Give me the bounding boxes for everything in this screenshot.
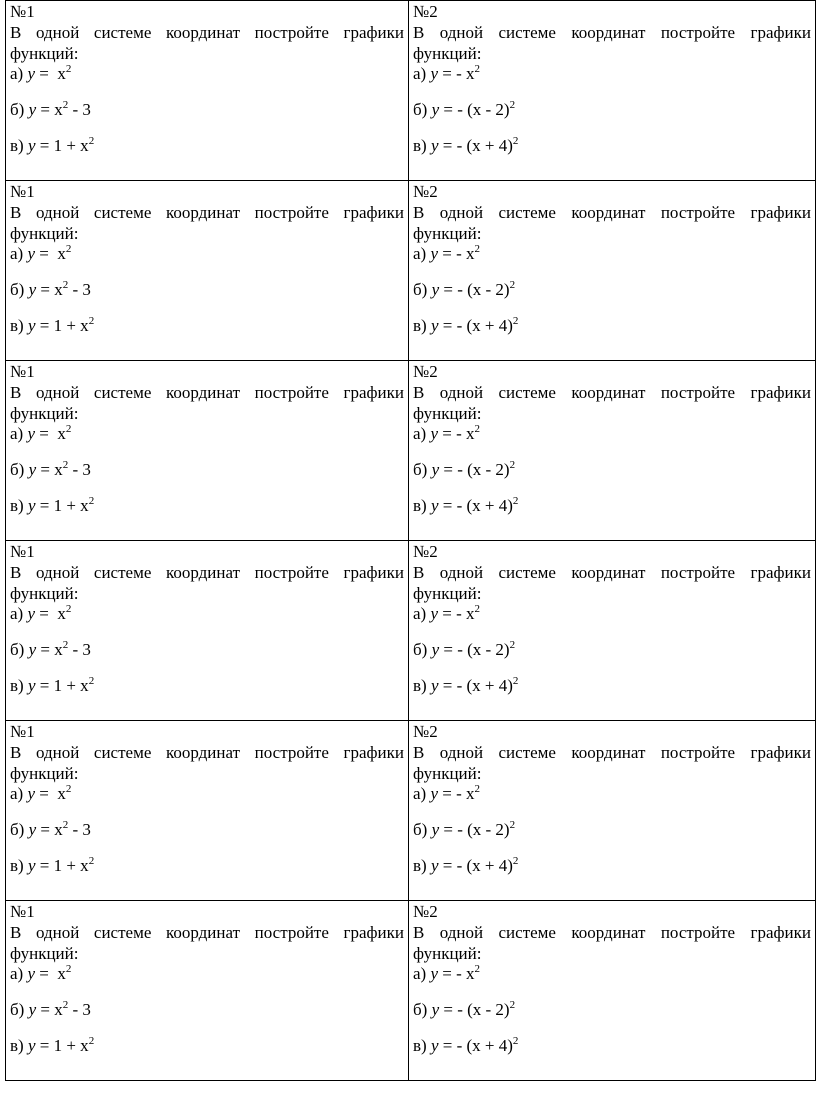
task-number: №1 bbox=[10, 2, 35, 21]
task2-cell bbox=[409, 901, 816, 1081]
item-exponent: 2 bbox=[509, 639, 516, 651]
task-number: №2 bbox=[413, 2, 438, 21]
item-exponent: 2 bbox=[509, 819, 516, 831]
item-exponent: 2 bbox=[62, 459, 69, 471]
task-number: №1 bbox=[10, 722, 35, 741]
task1-cell bbox=[6, 1, 409, 181]
item-y: y bbox=[28, 100, 37, 119]
item-expr: = x bbox=[36, 820, 63, 839]
item-exponent: 2 bbox=[509, 999, 516, 1011]
task-instruction: В одной системе координат постройте графики функций: bbox=[10, 923, 404, 963]
item-b bbox=[10, 280, 404, 300]
item-a bbox=[10, 604, 404, 624]
item-exponent: 2 bbox=[88, 495, 95, 507]
item-y: y bbox=[27, 136, 36, 155]
item-exponent: 2 bbox=[65, 63, 72, 75]
item-expr: = - (x + 4) bbox=[438, 316, 513, 335]
task-instruction: В одной системе координат постройте графики функций: bbox=[10, 203, 404, 243]
item-exponent: 2 bbox=[88, 1035, 95, 1047]
item-label: а) bbox=[413, 64, 431, 83]
item-y: y bbox=[28, 1000, 37, 1019]
task2-cell bbox=[409, 721, 816, 901]
item-b bbox=[10, 1000, 404, 1020]
worksheet-table bbox=[5, 0, 816, 1081]
item-expr: = - x bbox=[438, 424, 475, 443]
item-exponent: 2 bbox=[62, 999, 69, 1011]
item-exponent: 2 bbox=[65, 243, 72, 255]
item-expr: = x bbox=[35, 424, 66, 443]
task-instruction: В одной системе координат постройте графики функций: bbox=[413, 743, 811, 783]
item-expr: = - (x - 2) bbox=[439, 1000, 510, 1019]
item-label: в) bbox=[413, 676, 431, 695]
worksheet-row bbox=[6, 721, 816, 901]
worksheet-body bbox=[6, 1, 816, 1081]
item-exponent: 2 bbox=[88, 855, 95, 867]
item-y: y bbox=[430, 316, 439, 335]
task-instruction: В одной системе координат постройте графики функций: bbox=[10, 383, 404, 423]
item-label: б) bbox=[10, 100, 29, 119]
item-y: y bbox=[27, 316, 36, 335]
worksheet-row bbox=[6, 361, 816, 541]
item-b bbox=[413, 100, 811, 120]
item-b bbox=[413, 1000, 811, 1020]
task2-cell bbox=[409, 1, 816, 181]
item-y: y bbox=[430, 964, 439, 983]
item-a bbox=[413, 784, 811, 804]
item-label: б) bbox=[10, 1000, 29, 1019]
item-b bbox=[413, 820, 811, 840]
item-y: y bbox=[431, 100, 440, 119]
item-y: y bbox=[430, 496, 439, 515]
item-expr: = x bbox=[36, 100, 63, 119]
item-y: y bbox=[430, 856, 439, 875]
item-label: в) bbox=[413, 496, 431, 515]
task2-cell bbox=[409, 361, 816, 541]
item-label: в) bbox=[10, 316, 28, 335]
item-label: в) bbox=[10, 136, 28, 155]
item-expr: = 1 + x bbox=[35, 856, 89, 875]
item-label: б) bbox=[10, 820, 29, 839]
item-expr: = 1 + x bbox=[35, 676, 89, 695]
item-y: y bbox=[430, 676, 439, 695]
item-label: в) bbox=[10, 496, 28, 515]
item-expr: = x bbox=[35, 604, 66, 623]
item-expr: = 1 + x bbox=[35, 1036, 89, 1055]
item-exponent: 2 bbox=[509, 99, 516, 111]
item-label: в) bbox=[413, 856, 431, 875]
item-exponent: 2 bbox=[512, 1035, 519, 1047]
item-v bbox=[413, 676, 811, 696]
item-a bbox=[10, 244, 404, 264]
item-expr: = - (x + 4) bbox=[438, 136, 513, 155]
item-y: y bbox=[430, 244, 439, 263]
worksheet-row bbox=[6, 181, 816, 361]
item-exponent: 2 bbox=[509, 279, 516, 291]
item-expr-tail: - 3 bbox=[68, 280, 91, 299]
task-number: №1 bbox=[10, 362, 35, 381]
item-label: б) bbox=[413, 460, 432, 479]
task2-cell bbox=[409, 541, 816, 721]
item-y: y bbox=[27, 64, 36, 83]
item-expr-tail: - 3 bbox=[68, 1000, 91, 1019]
item-v bbox=[10, 316, 404, 336]
item-a bbox=[413, 424, 811, 444]
task-instruction: В одной системе координат постройте графики функций: bbox=[413, 23, 811, 63]
item-y: y bbox=[430, 136, 439, 155]
item-label: б) bbox=[413, 820, 432, 839]
item-y: y bbox=[431, 460, 440, 479]
item-label: а) bbox=[10, 784, 28, 803]
item-exponent: 2 bbox=[512, 135, 519, 147]
item-label: б) bbox=[413, 280, 432, 299]
item-expr: = x bbox=[36, 640, 63, 659]
task-number: №1 bbox=[10, 182, 35, 201]
item-y: y bbox=[27, 604, 36, 623]
item-exponent: 2 bbox=[65, 783, 72, 795]
item-label: в) bbox=[10, 856, 28, 875]
item-y: y bbox=[27, 1036, 36, 1055]
task1-cell bbox=[6, 541, 409, 721]
task-instruction: В одной системе координат постройте графики функций: bbox=[413, 563, 811, 603]
item-a bbox=[413, 604, 811, 624]
item-a bbox=[10, 964, 404, 984]
item-expr-tail: - 3 bbox=[68, 100, 91, 119]
item-expr: = - (x - 2) bbox=[439, 280, 510, 299]
item-exponent: 2 bbox=[474, 423, 481, 435]
item-expr: = x bbox=[36, 1000, 63, 1019]
item-y: y bbox=[430, 784, 439, 803]
task1-cell bbox=[6, 181, 409, 361]
item-expr: = x bbox=[35, 784, 66, 803]
item-exponent: 2 bbox=[62, 819, 69, 831]
item-label: в) bbox=[413, 1036, 431, 1055]
item-y: y bbox=[27, 856, 36, 875]
item-y: y bbox=[430, 1036, 439, 1055]
item-v bbox=[10, 496, 404, 516]
item-exponent: 2 bbox=[65, 963, 72, 975]
item-y: y bbox=[27, 676, 36, 695]
task2-cell bbox=[409, 181, 816, 361]
item-expr: = - (x - 2) bbox=[439, 460, 510, 479]
item-y: y bbox=[27, 244, 36, 263]
item-exponent: 2 bbox=[474, 243, 481, 255]
task-number: №1 bbox=[10, 542, 35, 561]
item-exponent: 2 bbox=[512, 495, 519, 507]
item-expr: = 1 + x bbox=[35, 136, 89, 155]
item-v bbox=[413, 856, 811, 876]
item-label: а) bbox=[10, 244, 28, 263]
item-exponent: 2 bbox=[474, 963, 481, 975]
worksheet-row bbox=[6, 1, 816, 181]
item-b bbox=[413, 640, 811, 660]
item-expr: = x bbox=[36, 280, 63, 299]
task-number: №2 bbox=[413, 362, 438, 381]
item-expr: = - x bbox=[438, 784, 475, 803]
item-v bbox=[413, 496, 811, 516]
item-exponent: 2 bbox=[88, 135, 95, 147]
task-instruction: В одной системе координат постройте графики функций: bbox=[413, 383, 811, 423]
item-y: y bbox=[28, 460, 37, 479]
item-label: а) bbox=[413, 964, 431, 983]
item-expr: = - x bbox=[438, 244, 475, 263]
item-y: y bbox=[27, 496, 36, 515]
item-label: б) bbox=[10, 460, 29, 479]
item-exponent: 2 bbox=[88, 315, 95, 327]
item-exponent: 2 bbox=[512, 675, 519, 687]
task1-cell bbox=[6, 901, 409, 1081]
item-expr: = 1 + x bbox=[35, 316, 89, 335]
item-v bbox=[10, 856, 404, 876]
item-label: в) bbox=[10, 676, 28, 695]
task-instruction: В одной системе координат постройте графики функций: bbox=[413, 923, 811, 963]
item-v bbox=[10, 676, 404, 696]
item-b bbox=[10, 820, 404, 840]
task1-cell bbox=[6, 721, 409, 901]
item-exponent: 2 bbox=[62, 639, 69, 651]
item-exponent: 2 bbox=[474, 603, 481, 615]
task-instruction: В одной системе координат постройте графики функций: bbox=[10, 563, 404, 603]
item-exponent: 2 bbox=[509, 459, 516, 471]
item-expr: = - x bbox=[438, 64, 475, 83]
task-number: №2 bbox=[413, 542, 438, 561]
item-expr: = x bbox=[36, 460, 63, 479]
item-expr: = - (x + 4) bbox=[438, 496, 513, 515]
task-number: №2 bbox=[413, 722, 438, 741]
item-label: а) bbox=[413, 424, 431, 443]
worksheet-row bbox=[6, 541, 816, 721]
item-label: а) bbox=[413, 784, 431, 803]
item-exponent: 2 bbox=[512, 315, 519, 327]
item-exponent: 2 bbox=[62, 99, 69, 111]
item-label: а) bbox=[10, 964, 28, 983]
item-label: а) bbox=[10, 64, 28, 83]
item-expr-tail: - 3 bbox=[68, 640, 91, 659]
item-b bbox=[413, 280, 811, 300]
worksheet-row bbox=[6, 901, 816, 1081]
item-label: а) bbox=[10, 604, 28, 623]
item-y: y bbox=[27, 964, 36, 983]
item-expr: = - (x - 2) bbox=[439, 100, 510, 119]
item-exponent: 2 bbox=[65, 603, 72, 615]
item-expr: = - (x + 4) bbox=[438, 676, 513, 695]
item-exponent: 2 bbox=[474, 783, 481, 795]
item-a bbox=[413, 964, 811, 984]
item-label: в) bbox=[10, 1036, 28, 1055]
item-expr: = x bbox=[35, 64, 66, 83]
item-expr: = - (x + 4) bbox=[438, 1036, 513, 1055]
item-exponent: 2 bbox=[65, 423, 72, 435]
item-a bbox=[413, 244, 811, 264]
task-instruction: В одной системе координат постройте графики функций: bbox=[10, 743, 404, 783]
item-v bbox=[413, 1036, 811, 1056]
item-a bbox=[10, 64, 404, 84]
item-label: в) bbox=[413, 316, 431, 335]
item-v bbox=[10, 136, 404, 156]
item-a bbox=[10, 424, 404, 444]
item-label: б) bbox=[10, 280, 29, 299]
item-expr: = x bbox=[35, 244, 66, 263]
item-b bbox=[413, 460, 811, 480]
item-expr: = - x bbox=[438, 604, 475, 623]
task-instruction: В одной системе координат постройте графики функций: bbox=[413, 203, 811, 243]
task1-cell bbox=[6, 361, 409, 541]
item-exponent: 2 bbox=[62, 279, 69, 291]
item-y: y bbox=[28, 640, 37, 659]
item-expr: = - (x - 2) bbox=[439, 820, 510, 839]
item-label: а) bbox=[413, 244, 431, 263]
item-y: y bbox=[430, 64, 439, 83]
task-number: №1 bbox=[10, 902, 35, 921]
item-exponent: 2 bbox=[88, 675, 95, 687]
item-y: y bbox=[27, 784, 36, 803]
item-expr: = - (x + 4) bbox=[438, 856, 513, 875]
item-y: y bbox=[431, 820, 440, 839]
item-y: y bbox=[430, 604, 439, 623]
item-expr-tail: - 3 bbox=[68, 460, 91, 479]
item-b bbox=[10, 460, 404, 480]
item-expr: = - x bbox=[438, 964, 475, 983]
item-v bbox=[413, 136, 811, 156]
item-y: y bbox=[431, 1000, 440, 1019]
item-expr-tail: - 3 bbox=[68, 820, 91, 839]
item-a bbox=[10, 784, 404, 804]
item-y: y bbox=[28, 280, 37, 299]
item-v bbox=[413, 316, 811, 336]
item-expr: = - (x - 2) bbox=[439, 640, 510, 659]
item-expr: = 1 + x bbox=[35, 496, 89, 515]
item-y: y bbox=[430, 424, 439, 443]
item-exponent: 2 bbox=[474, 63, 481, 75]
task-instruction: В одной системе координат постройте графики функций: bbox=[10, 23, 404, 63]
item-label: б) bbox=[10, 640, 29, 659]
item-a bbox=[413, 64, 811, 84]
item-y: y bbox=[27, 424, 36, 443]
item-label: а) bbox=[10, 424, 28, 443]
item-b bbox=[10, 640, 404, 660]
item-v bbox=[10, 1036, 404, 1056]
item-y: y bbox=[28, 820, 37, 839]
item-label: б) bbox=[413, 100, 432, 119]
item-label: а) bbox=[413, 604, 431, 623]
item-label: б) bbox=[413, 1000, 432, 1019]
task-number: №2 bbox=[413, 182, 438, 201]
item-expr: = x bbox=[35, 964, 66, 983]
task-number: №2 bbox=[413, 902, 438, 921]
item-y: y bbox=[431, 280, 440, 299]
item-label: в) bbox=[413, 136, 431, 155]
item-exponent: 2 bbox=[512, 855, 519, 867]
item-y: y bbox=[431, 640, 440, 659]
item-b bbox=[10, 100, 404, 120]
item-label: б) bbox=[413, 640, 432, 659]
